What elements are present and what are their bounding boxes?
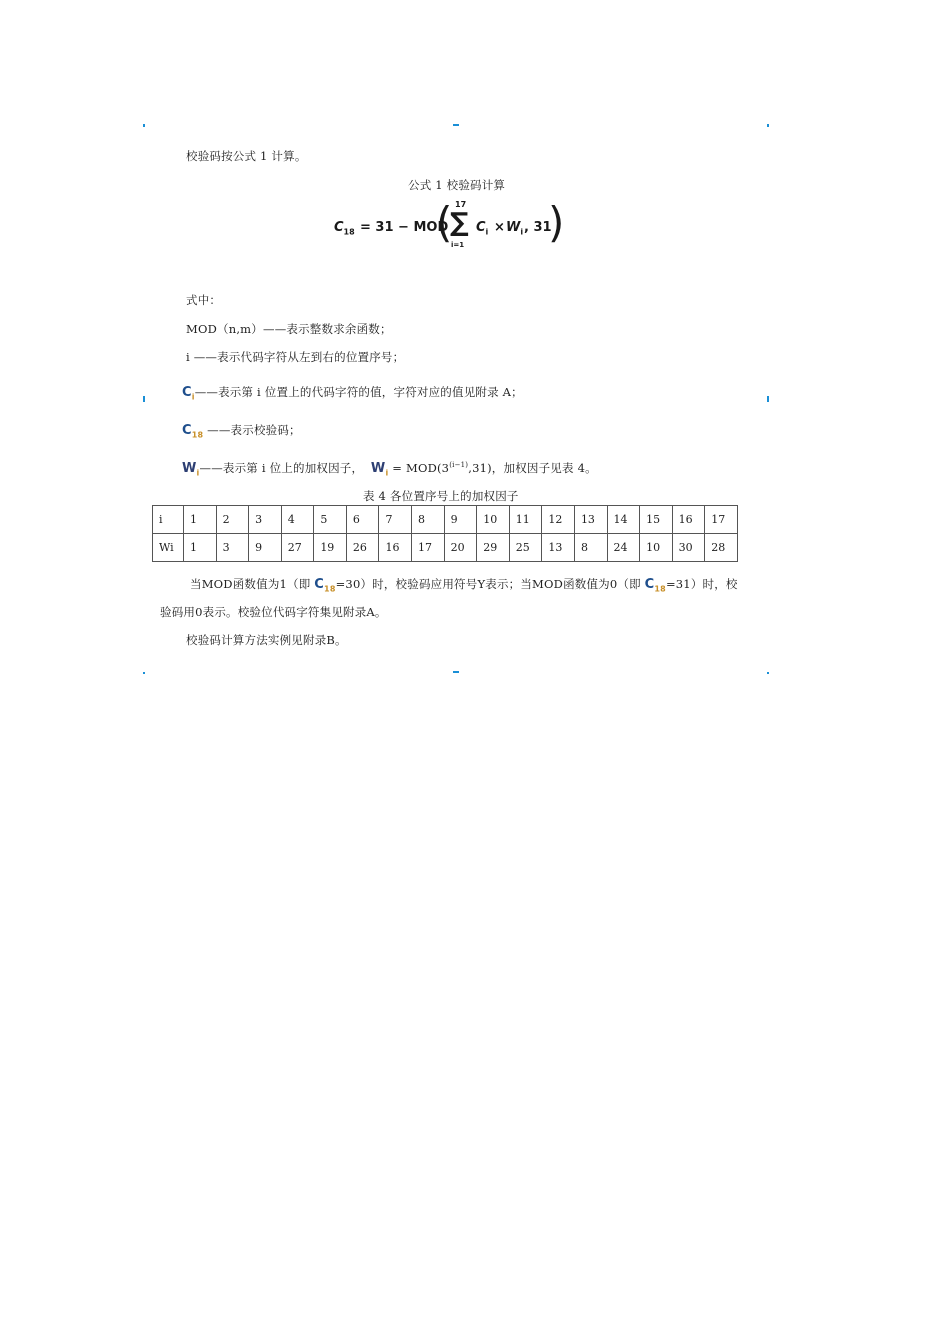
corner-mark-top-left <box>143 124 145 127</box>
def-i: i ——表示代码字符从左到右的位置序号； <box>186 350 405 364</box>
table-cell: 17 <box>412 534 445 562</box>
formula-left-paren: ( <box>436 198 453 247</box>
table-cell: 20 <box>444 534 477 562</box>
ci-symbol: C <box>182 385 192 400</box>
table-cell: 17 <box>705 506 738 534</box>
table-row <box>153 534 738 562</box>
table-cell: 25 <box>509 534 542 562</box>
table-cell: 19 <box>314 534 347 562</box>
wi-symbol: W <box>182 461 197 476</box>
ci-text: ——表示第 i 位置上的代码字符的值，字符对应的值见附录 A； <box>194 385 523 399</box>
wi-eq-exp: (i−1) <box>449 461 469 470</box>
table-cell: 3 <box>216 534 249 562</box>
table-row <box>153 506 738 534</box>
formula-equals-mod: = 31 − MOD <box>360 220 449 235</box>
table-cell: 10 <box>640 534 673 562</box>
formula-w-sub: i <box>520 227 524 237</box>
example-paragraph: 校验码计算方法实例见附录B。 <box>186 633 347 647</box>
formula-sum-bottom: i=1 <box>451 241 465 249</box>
ci-sub: i <box>191 392 195 402</box>
table-cell: 30 <box>672 534 705 562</box>
corner-mark-bottom-right <box>767 672 769 674</box>
table-cell: 13 <box>542 534 575 562</box>
note-line-1 <box>190 576 738 594</box>
table-cell: 28 <box>705 534 738 562</box>
table-cell: 3 <box>249 506 282 534</box>
note-c-sub-1: 18 <box>324 584 336 594</box>
wi-sub: i <box>196 468 200 478</box>
table-cell: 27 <box>281 534 314 562</box>
edge-mark-bottom-center <box>453 671 459 673</box>
wi-eq-symbol: W <box>370 461 386 476</box>
def-wi <box>182 460 597 478</box>
table-cell: 8 <box>412 506 445 534</box>
note-c-sub-2: 18 <box>654 584 666 594</box>
table-caption: 表 4 各位置序号上的加权因子 <box>363 489 519 503</box>
def-c18 <box>182 422 301 440</box>
c18-symbol: C <box>182 423 192 438</box>
formula-sum-symbol: ∑ <box>450 208 469 238</box>
table-cell: 5 <box>314 506 347 534</box>
note-part3: =31）时，校 <box>665 577 738 591</box>
intro-paragraph: 校验码按公式 1 计算。 <box>186 149 307 163</box>
table-cell: 1 <box>184 534 217 562</box>
table-cell: 2 <box>216 506 249 534</box>
weight-factor-table <box>152 505 738 562</box>
table-cell: 6 <box>346 506 379 534</box>
note-line-2: 验码用0表示。校验位代码字符集见附录A。 <box>160 605 387 619</box>
table-cell: 16 <box>672 506 705 534</box>
c18-sub: 18 <box>191 430 204 440</box>
check-digit-formula <box>330 200 570 256</box>
wi-eq-text1: = MOD(3 <box>388 461 450 475</box>
table-cell: 24 <box>607 534 640 562</box>
table-cell: 15 <box>640 506 673 534</box>
table-row-header: i <box>153 506 184 534</box>
table-cell: 13 <box>574 506 607 534</box>
edge-mark-mid-left <box>143 396 145 402</box>
wi-eq-text2: ,31)，加权因子见表 4。 <box>468 461 597 475</box>
def-ci <box>182 384 523 402</box>
formula-w: W <box>506 220 521 235</box>
table-cell: 1 <box>184 506 217 534</box>
table-cell: 29 <box>477 534 510 562</box>
note-c-symbol-1: C <box>314 577 325 592</box>
table-cell: 26 <box>346 534 379 562</box>
table-cell: 14 <box>607 506 640 534</box>
table-cell: 11 <box>509 506 542 534</box>
corner-mark-bottom-left <box>143 672 145 674</box>
table-cell: 16 <box>379 534 412 562</box>
formula-term: C <box>476 220 486 235</box>
table-cell: 12 <box>542 506 575 534</box>
formula-caption: 公式 1 校验码计算 <box>408 178 506 192</box>
formula-right-paren: ) <box>548 198 565 247</box>
note-c-symbol-2: C <box>644 577 655 592</box>
note-part2: =30）时，校验码应用符号Y表示；当MOD函数值为0（即 <box>335 577 645 591</box>
table-cell: 9 <box>444 506 477 534</box>
table-cell: 4 <box>281 506 314 534</box>
edge-mark-mid-right <box>767 396 769 402</box>
where-label: 式中： <box>186 293 222 307</box>
c18-text: ——表示校验码； <box>207 423 301 437</box>
formula-lhs-sub: 18 <box>343 227 355 237</box>
def-mod: MOD（n,m）——表示整数求余函数； <box>186 322 392 336</box>
formula-tail: , 31 <box>524 220 552 235</box>
wi-eq-sub: i <box>385 468 389 478</box>
table-cell: 10 <box>477 506 510 534</box>
formula-times: × <box>494 220 505 235</box>
note-part1: 当MOD函数值为1（即 <box>190 577 315 591</box>
table-row-header: Wi <box>153 534 184 562</box>
table-cell: 9 <box>249 534 282 562</box>
formula-lhs: C <box>334 220 344 235</box>
wi-text: ——表示第 i 位上的加权因子， <box>199 461 364 475</box>
table-cell: 7 <box>379 506 412 534</box>
table-cell: 8 <box>574 534 607 562</box>
corner-mark-top-right <box>767 124 769 127</box>
formula-sum-top: 17 <box>455 200 467 209</box>
edge-mark-top-center <box>453 124 459 126</box>
formula-term-sub: i <box>485 227 489 237</box>
